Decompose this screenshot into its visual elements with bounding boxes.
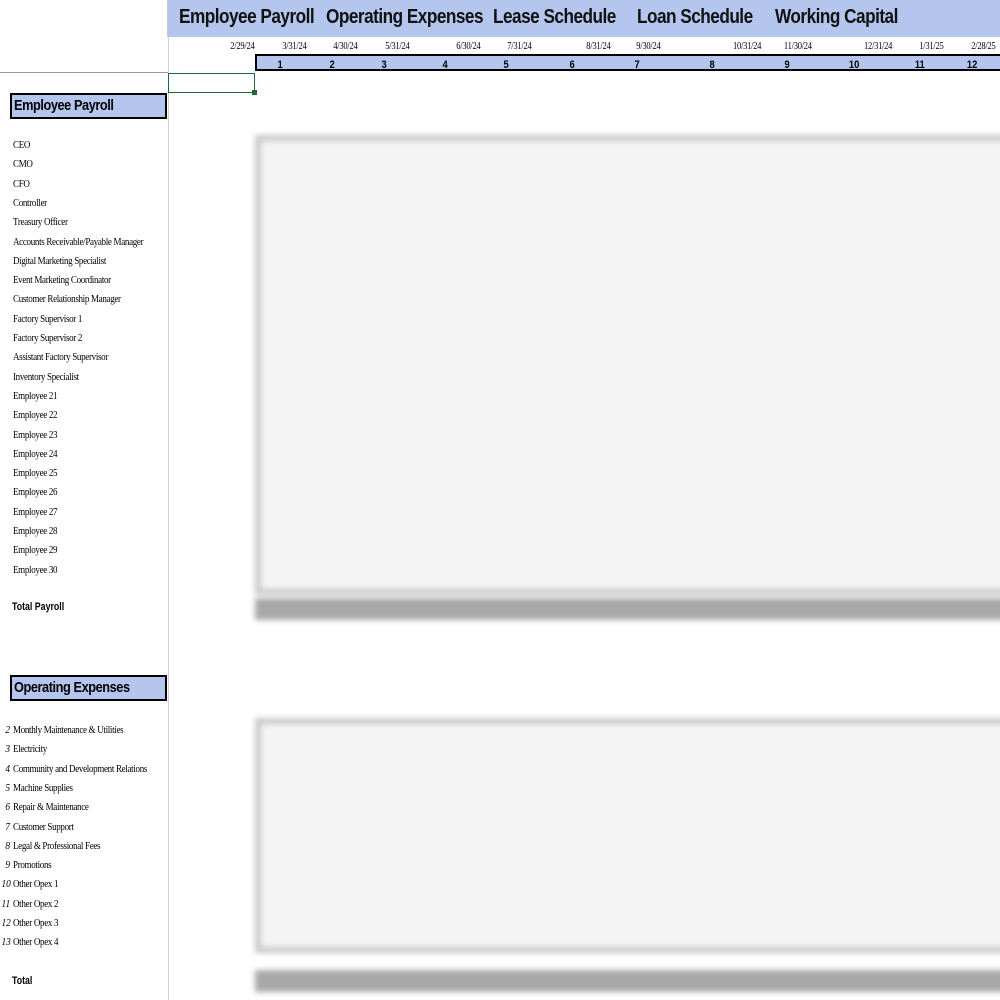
payroll-row-label: Customer Relationship Manager bbox=[13, 293, 121, 306]
date-cell: 6/30/24 bbox=[455, 41, 480, 52]
date-cell: 5/31/24 bbox=[384, 41, 409, 52]
payroll-row-label: Assistant Factory Supervisor bbox=[13, 351, 109, 364]
date-cell: 3/31/24 bbox=[281, 41, 306, 52]
period-number: 12 bbox=[966, 59, 978, 71]
opex-row-number: 10 bbox=[1, 878, 11, 891]
opex-row-number: 8 bbox=[5, 839, 10, 852]
payroll-row-label: Employee 22 bbox=[13, 409, 58, 422]
nav-tab-employee-payroll[interactable]: Employee Payroll bbox=[179, 6, 315, 28]
fill-handle[interactable] bbox=[252, 90, 257, 95]
payroll-row-label: Controller bbox=[13, 196, 47, 209]
opex-row-label: Community and Development Relations bbox=[13, 762, 148, 775]
period-number: 7 bbox=[634, 59, 640, 71]
period-number: 1 bbox=[277, 59, 283, 71]
opex-row-label: Other Opex 4 bbox=[13, 936, 59, 949]
period-number: 5 bbox=[503, 59, 509, 71]
date-cell: 4/30/24 bbox=[332, 41, 357, 52]
date-cell: 2/29/24 bbox=[229, 41, 254, 52]
opex-section-title: Operating Expenses bbox=[10, 675, 167, 701]
payroll-row-label: Treasury Officer bbox=[13, 216, 68, 229]
period-bar bbox=[255, 54, 1000, 71]
opex-row-number: 13 bbox=[1, 936, 11, 949]
payroll-row-label: Employee 21 bbox=[13, 389, 58, 402]
payroll-row-label: Employee 30 bbox=[13, 563, 58, 576]
opex-row-label: Machine Supplies bbox=[13, 781, 73, 794]
period-number: 2 bbox=[329, 59, 335, 71]
opex-row-label: Other Opex 3 bbox=[13, 917, 59, 929]
selected-cell[interactable] bbox=[168, 73, 255, 93]
payroll-row-label: Employee 29 bbox=[13, 544, 58, 557]
payroll-row-label: Factory Supervisor 2 bbox=[13, 332, 83, 344]
date-cell: 9/30/24 bbox=[635, 41, 660, 52]
opex-row-number: 11 bbox=[1, 897, 11, 910]
opex-row-number: 7 bbox=[5, 820, 10, 833]
opex-row-label: Repair & Maintenance bbox=[13, 801, 89, 814]
nav-tab-lease-schedule[interactable]: Lease Schedule bbox=[493, 6, 616, 28]
period-number: 8 bbox=[709, 59, 715, 71]
period-number: 11 bbox=[914, 59, 925, 71]
payroll-row-label: Employee 24 bbox=[13, 447, 58, 460]
date-cell: 10/31/24 bbox=[732, 41, 761, 52]
opex-row-label: Legal & Professional Fees bbox=[13, 839, 101, 852]
period-number: 4 bbox=[442, 59, 448, 71]
payroll-row-label: CEO bbox=[13, 139, 31, 151]
date-cell: 1/31/25 bbox=[918, 41, 943, 52]
opex-row-label: Electricity bbox=[13, 743, 47, 756]
payroll-total-label: Total Payroll bbox=[12, 601, 65, 613]
opex-row-label: Promotions bbox=[13, 859, 52, 872]
payroll-section-title: Employee Payroll bbox=[10, 93, 167, 119]
payroll-row-label: Digital Marketing Specialist bbox=[13, 254, 107, 267]
header-divider bbox=[0, 72, 168, 73]
opex-row-label: Other Opex 2 bbox=[13, 897, 59, 910]
nav-tab-loan-schedule[interactable]: Loan Schedule bbox=[637, 6, 753, 28]
payroll-row-label: CFO bbox=[13, 177, 30, 190]
opex-row-number: 2 bbox=[5, 724, 10, 736]
opex-total-label: Total bbox=[12, 975, 33, 987]
payroll-row-label: Employee 27 bbox=[13, 505, 58, 518]
period-number: 6 bbox=[569, 59, 575, 71]
nav-tab-operating-expenses[interactable]: Operating Expenses bbox=[326, 6, 484, 28]
opex-row-number: 5 bbox=[5, 781, 10, 794]
opex-row-label: Monthly Maintenance & Utilities bbox=[13, 724, 124, 736]
opex-row-number: 12 bbox=[1, 917, 11, 929]
period-number: 10 bbox=[848, 59, 860, 71]
payroll-row-label: Event Marketing Coordinator bbox=[13, 274, 111, 287]
nav-tab-working-capital[interactable]: Working Capital bbox=[775, 6, 898, 28]
nav-blank-cell bbox=[0, 0, 168, 37]
payroll-row-label: CMO bbox=[13, 158, 33, 171]
opex-row-label: Other Opex 1 bbox=[13, 878, 59, 891]
opex-row-label: Customer Support bbox=[13, 820, 74, 833]
date-cell: 12/31/24 bbox=[863, 41, 892, 52]
opex-row-number: 3 bbox=[5, 743, 10, 756]
payroll-row-label: Accounts Receivable/Payable Manager bbox=[13, 235, 144, 248]
opex-row-number: 4 bbox=[5, 762, 10, 775]
date-cell: 2/28/25 bbox=[970, 41, 995, 52]
payroll-row-label: Employee 26 bbox=[13, 486, 58, 499]
payroll-row-label: Employee 23 bbox=[13, 428, 58, 441]
opex-row-number: 6 bbox=[5, 801, 10, 814]
payroll-row-label: Inventory Specialist bbox=[13, 370, 79, 383]
payroll-data-grid[interactable] bbox=[255, 135, 1000, 595]
opex-data-grid[interactable] bbox=[255, 718, 1000, 953]
nav-bar bbox=[0, 0, 1000, 37]
period-number: 9 bbox=[784, 59, 790, 71]
opex-row-number: 9 bbox=[5, 859, 10, 872]
date-cell: 11/30/24 bbox=[784, 41, 812, 52]
period-number: 3 bbox=[381, 59, 387, 71]
payroll-total-row[interactable] bbox=[255, 598, 1000, 620]
payroll-row-label: Employee 25 bbox=[13, 467, 58, 480]
date-cell: 7/31/24 bbox=[506, 41, 531, 52]
column-divider bbox=[168, 37, 169, 1000]
payroll-row-label: Employee 28 bbox=[13, 525, 58, 537]
payroll-row-label: Factory Supervisor 1 bbox=[13, 312, 83, 325]
opex-total-row[interactable] bbox=[255, 970, 1000, 992]
date-cell: 8/31/24 bbox=[585, 41, 610, 52]
